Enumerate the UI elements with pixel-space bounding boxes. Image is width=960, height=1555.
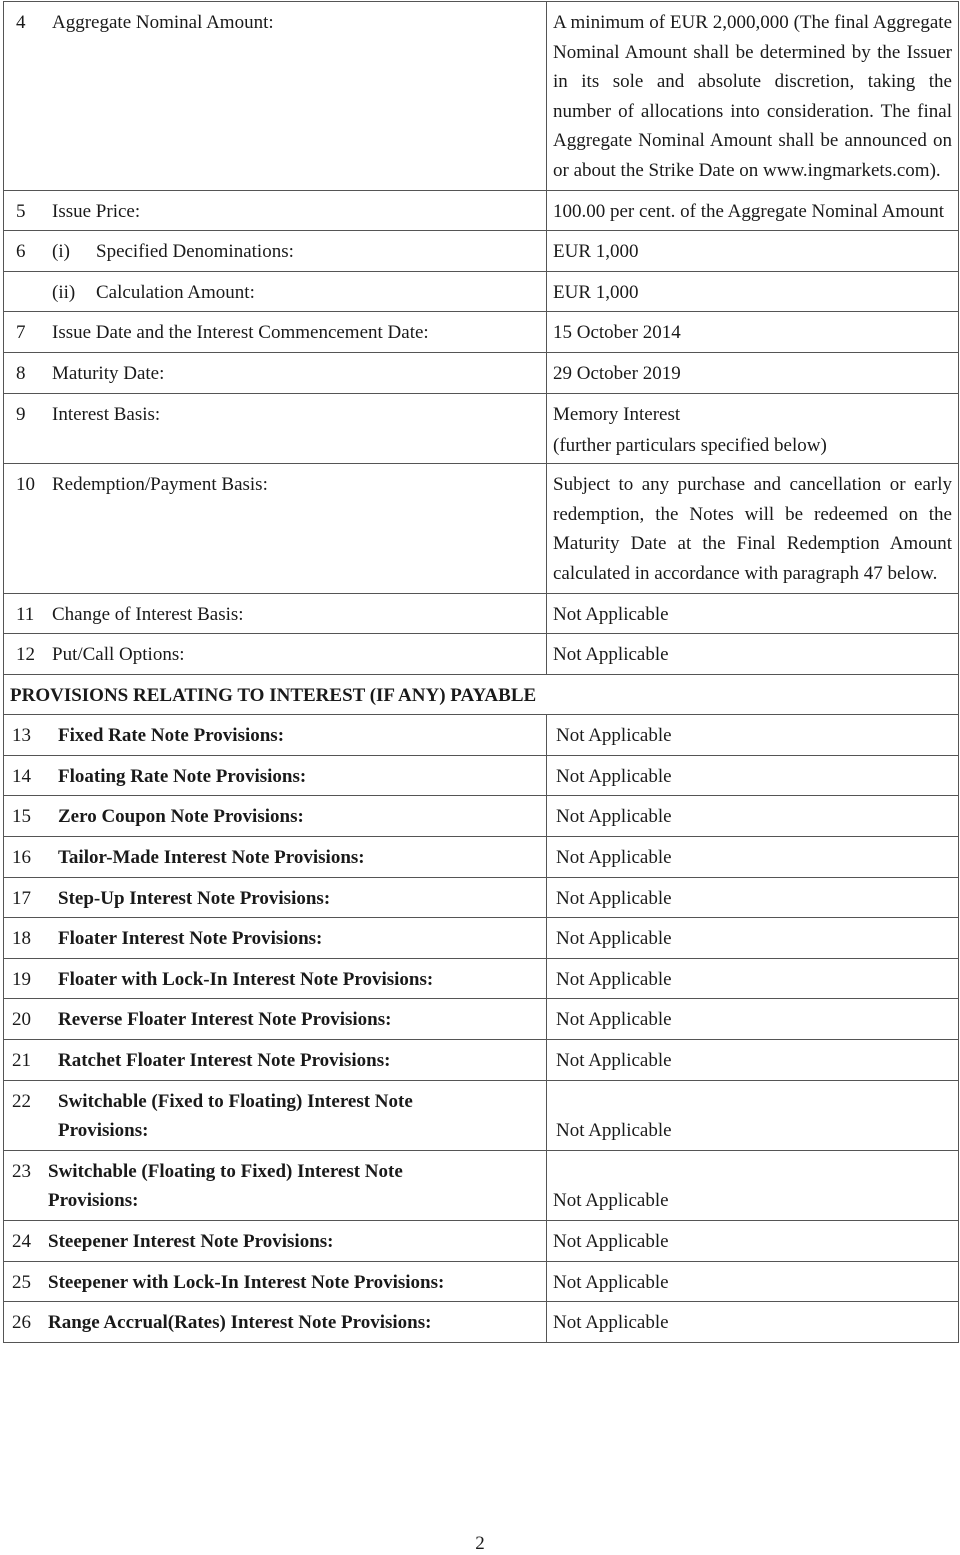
row-value: Not Applicable <box>553 1271 669 1293</box>
row-value: Not Applicable <box>556 806 672 828</box>
row-value: Not Applicable <box>556 887 672 909</box>
row-label: Change of Interest Basis: <box>52 603 244 625</box>
row-number: 7 <box>16 322 26 344</box>
row-number: 18 <box>12 928 31 950</box>
row-value: A minimum of EUR 2,000,000 (The final Aggregate Nominal Amount shall be determined by the Issuer in its sole and absolute discretion, taking the number of allocations into consideration. The final Aggregate Nominal Amount shall be announced on or about the Strike Date on www.ingmarkets.com). <box>553 12 952 181</box>
row-label: Specified Denominations: <box>96 241 294 263</box>
row-label: Redemption/Payment Basis: <box>52 474 268 496</box>
terms-table <box>3 1 959 1343</box>
table-row <box>4 464 959 593</box>
row-label: Ratchet Floater Interest Note Provisions: <box>58 1050 391 1072</box>
row-label: Reverse Floater Interest Note Provisions: <box>58 1009 392 1031</box>
row-label: Steepener with Lock-In Interest Note Provisions: <box>48 1271 445 1293</box>
table-row <box>4 1221 959 1262</box>
row-label: Floating Rate Note Provisions: <box>58 765 307 787</box>
page-number: 2 <box>475 1533 485 1554</box>
row-value: Not Applicable <box>553 1312 669 1334</box>
row-value: EUR 1,000 <box>553 241 639 263</box>
row-value: 100.00 per cent. of the Aggregate Nominal Amount <box>553 200 944 222</box>
table-row <box>4 755 959 796</box>
row-value: Not Applicable <box>556 1050 672 1072</box>
row-number: 16 <box>12 847 31 869</box>
table-row <box>4 958 959 999</box>
row-value: EUR 1,000 <box>553 281 639 303</box>
row-label: Issue Date and the Interest Commencement Date: <box>52 322 429 344</box>
row-number: 17 <box>12 887 31 909</box>
row-value: Not Applicable <box>553 603 669 625</box>
row-number: 23 <box>12 1160 31 1182</box>
row-value: Subject to any purchase and cancellation or early redemption, the Notes will be redeemed on the Maturity Date at the Final Redemption Amount calculated in accordance with paragraph 47 below. <box>553 474 952 584</box>
row-label: Interest Basis: <box>52 403 161 425</box>
row-label: Switchable (Fixed to Floating) Interest Note Provisions: <box>58 1090 413 1142</box>
table-row <box>4 593 959 634</box>
row-number: 8 <box>16 362 26 384</box>
row-value: Not Applicable <box>556 765 672 787</box>
row-label: Issue Price: <box>52 200 141 222</box>
row-label: Step-Up Interest Note Provisions: <box>58 887 331 909</box>
table-row <box>4 918 959 959</box>
row-number: 12 <box>16 644 35 666</box>
row-label: Calculation Amount: <box>96 281 255 303</box>
row-label: Fixed Rate Note Provisions: <box>58 725 285 747</box>
table-row <box>4 190 959 231</box>
table-row <box>4 877 959 918</box>
row-value: Not Applicable <box>556 1120 672 1142</box>
table-row <box>4 1150 959 1220</box>
row-label: Range Accrual(Rates) Interest Note Provisions: <box>48 1312 432 1334</box>
row-label: Switchable (Floating to Fixed) Interest Note Provisions: <box>48 1160 403 1212</box>
table-row <box>4 1040 959 1081</box>
row-value: Not Applicable <box>556 847 672 869</box>
row-value: Not Applicable <box>556 1009 672 1031</box>
table-row <box>4 634 959 675</box>
row-number: 22 <box>12 1090 31 1112</box>
row-number: 6 <box>16 241 26 263</box>
row-label: Tailor-Made Interest Note Provisions: <box>58 847 365 869</box>
row-number: 4 <box>16 12 26 33</box>
row-number: 21 <box>12 1050 31 1072</box>
section-heading-row <box>4 674 959 715</box>
row-value: Not Applicable <box>553 644 669 666</box>
row-value: Not Applicable <box>556 968 672 990</box>
table-row <box>4 352 959 393</box>
row-sub-number: (i) <box>52 241 70 263</box>
row-value: 15 October 2014 <box>553 322 681 344</box>
row-value: 29 October 2019 <box>553 362 681 384</box>
table-row <box>4 715 959 756</box>
row-label: Steepener Interest Note Provisions: <box>48 1231 334 1252</box>
row-number: 11 <box>16 603 35 625</box>
row-number: 20 <box>12 1009 31 1031</box>
table-row <box>4 1302 959 1343</box>
table-row <box>4 796 959 837</box>
document-page <box>3 1 958 1343</box>
row-number: 14 <box>12 765 31 787</box>
row-label: Put/Call Options: <box>52 644 185 666</box>
row-label: Zero Coupon Note Provisions: <box>58 806 304 828</box>
row-number: 19 <box>12 968 31 990</box>
row-label: Maturity Date: <box>52 362 165 384</box>
row-number: 26 <box>12 1312 31 1334</box>
row-value: Not Applicable <box>553 1231 669 1252</box>
row-label: Aggregate Nominal Amount: <box>52 12 274 33</box>
row-number: 25 <box>12 1271 31 1293</box>
row-value: Memory Interest <box>553 403 681 425</box>
row-number: 13 <box>12 725 31 747</box>
row-sub-number: (ii) <box>52 281 76 303</box>
table-row <box>4 999 959 1040</box>
row-value: Not Applicable <box>556 928 672 950</box>
table-row <box>4 1080 959 1150</box>
row-label: Floater with Lock-In Interest Note Provisions: <box>58 968 434 990</box>
table-row <box>4 231 959 272</box>
table-row <box>4 1261 959 1302</box>
row-note: (further particulars specified below) <box>553 435 827 457</box>
row-number <box>4 278 52 308</box>
row-label: Floater Interest Note Provisions: <box>58 928 323 950</box>
row-number: 5 <box>16 200 26 222</box>
table-row <box>4 837 959 878</box>
row-value: Not Applicable <box>553 1190 669 1212</box>
section-heading: PROVISIONS RELATING TO INTEREST (IF ANY) PAYABLE <box>10 684 537 706</box>
row-number: 15 <box>12 806 31 828</box>
row-number: 24 <box>12 1231 31 1252</box>
table-row <box>4 271 959 312</box>
row-number: 9 <box>16 403 26 425</box>
table-row <box>4 2 959 191</box>
row-value: Not Applicable <box>556 725 672 747</box>
row-number: 10 <box>16 474 35 496</box>
table-row <box>4 312 959 353</box>
table-row <box>4 393 959 464</box>
